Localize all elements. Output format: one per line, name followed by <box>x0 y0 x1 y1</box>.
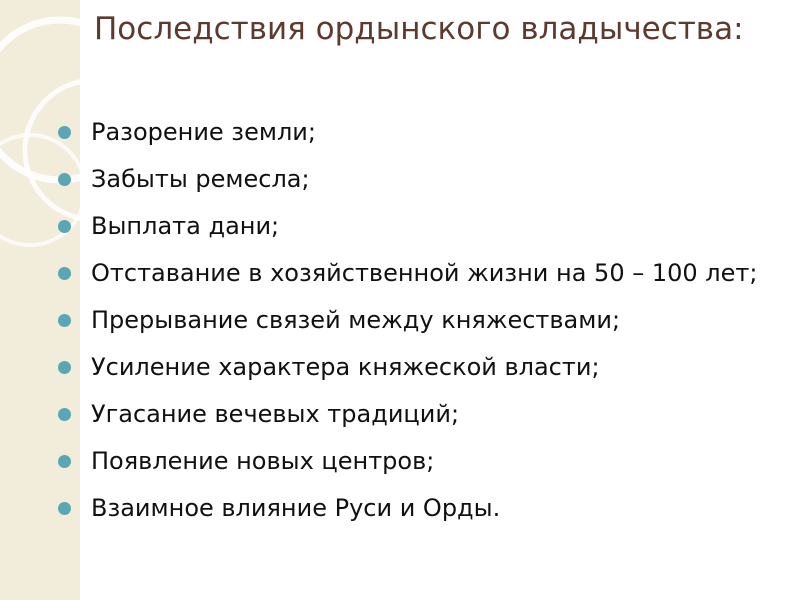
list-item <box>58 159 778 200</box>
bullet-icon <box>58 361 71 374</box>
list-item <box>58 394 778 435</box>
list-item <box>58 112 778 153</box>
bullet-icon <box>58 502 71 515</box>
list-item-text: Появление новых центров; <box>91 447 435 475</box>
list-item-text: Взаимное влияние Руси и Орды. <box>91 494 501 522</box>
bullet-icon <box>58 314 71 327</box>
slide-title: Последствия ордынского владычества: <box>94 11 744 47</box>
list-item-text: Прерывание связей между княжествами; <box>91 306 621 334</box>
bullet-icon <box>58 408 71 421</box>
list-item <box>58 347 778 388</box>
list-item <box>58 253 778 294</box>
list-item-text: Выплата дани; <box>91 212 280 240</box>
list-item <box>58 206 778 247</box>
list-item-text: Забыты ремесла; <box>91 165 310 193</box>
bullet-icon <box>58 173 71 186</box>
list-item <box>58 488 778 529</box>
list-item <box>58 300 778 341</box>
list-item-text: Отставание в хозяйственной жизни на 50 – 100 лет; <box>91 259 758 287</box>
bullet-icon <box>58 220 71 233</box>
list-item-text: Угасание вечевых традиций; <box>91 400 460 428</box>
bullet-icon <box>58 267 71 280</box>
list-item <box>58 441 778 482</box>
list-item-text: Разорение земли; <box>91 118 316 146</box>
bullet-icon <box>58 455 71 468</box>
list-item-text: Усиление характера княжеской власти; <box>91 353 600 381</box>
bullet-list <box>58 112 778 535</box>
bullet-icon <box>58 126 71 139</box>
